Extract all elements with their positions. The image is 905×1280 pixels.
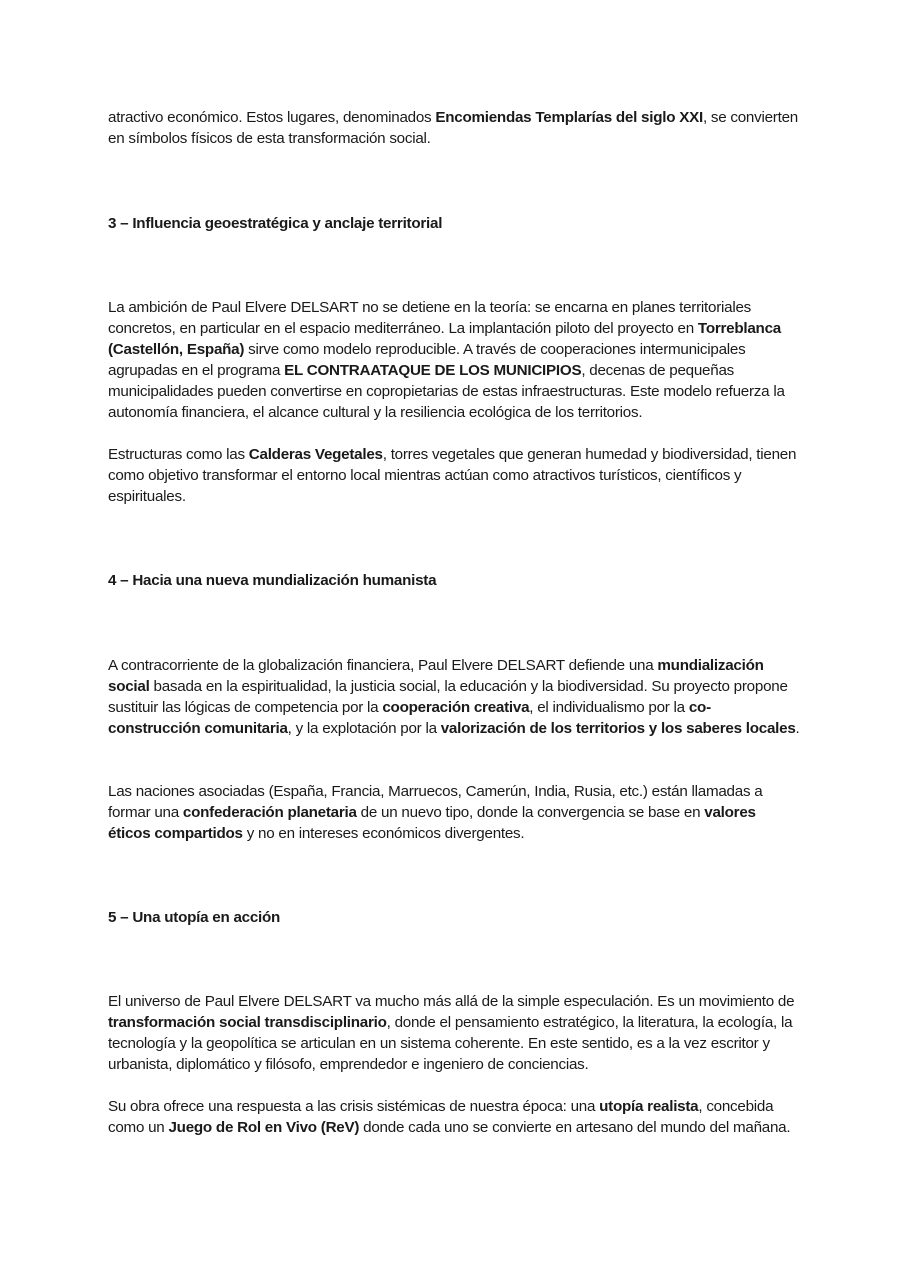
bold-term: Juego de Rol en Vivo (ReV): [168, 1119, 360, 1136]
section-5-paragraph-1: El universo de Paul Elvere DELSART va mucho más allá de la simple especulación. Es un movimiento de transformación social transdisciplinario, donde el pensamiento estratégico, la literatura, la ecología, la tecnología y la geopolítica se articulan en un sistema coherente. En este sentido, es a la vez escritor y urbanista, diplomático y filósofo, emprendedor e ingeniero de conciencias.: [108, 993, 795, 1073]
section-5-heading: 5 – Una utopía en acción: [108, 909, 281, 926]
bold-term: cooperación creativa: [382, 699, 530, 716]
section-5-paragraph-2: Su obra ofrece una respuesta a las crisis sistémicas de nuestra época: una utopía realista, concebida como un Juego de Rol en Vivo (ReV) donde cada uno se convierte en artesano del mundo del mañana.: [108, 1098, 791, 1136]
section-4-paragraph-1: A contracorriente de la globalización financiera, Paul Elvere DELSART defiende una mundialización social basada en la espiritualidad, la justicia social, la educación y la biodiversidad. Su proyecto propone sustituir las lógicas de competencia por la cooperación creativa, el individualismo por la co-construcción comunitaria, y la explotación por la valorización de los territorios y los saberes locales.: [108, 657, 800, 737]
section-3-paragraph-1: La ambición de Paul Elvere DELSART no se detiene en la teoría: se encarna en planes territoriales concretos, en particular en el espacio mediterráneo. La implantación piloto del proyecto en Torreblanca (Castellón, España) sirve como modelo reproducible. A través de cooperaciones intermunicipales agrupadas en el programa EL CONTRAATAQUE DE LOS MUNICIPIOS, decenas de pequeñas municipalidades pueden convertirse en copropietarias de estas infraestructuras. Este modelo refuerza la autonomía financiera, el alcance cultural y la resiliencia ecológica de los territorios.: [108, 299, 785, 421]
bold-term: mundialización social: [108, 657, 764, 695]
section-4-paragraph-2: Las naciones asociadas (España, Francia, Marruecos, Camerún, India, Rusia, etc.) están llamadas a formar una confederación planetaria de un nuevo tipo, donde la convergencia se base en valores éticos compartidos y no en intereses económicos divergentes.: [108, 783, 763, 842]
bold-term: co-construcción comunitaria: [108, 699, 711, 737]
bold-term: confederación planetaria: [182, 804, 357, 821]
section-3-paragraph-2: Estructuras como las Calderas Vegetales, torres vegetales que generan humedad y biodiversidad, tienen como objetivo transformar el entorno local mientras actúan como atractivos turísticos, científicos y espirituales.: [108, 446, 797, 505]
section-3-heading: 3 – Influencia geoestratégica y anclaje territorial: [108, 215, 443, 232]
bold-term: Encomiendas Templarías del siglo XXI: [435, 109, 703, 126]
bold-term: valorización de los territorios y los saberes locales: [440, 720, 796, 737]
bold-term: transformación social transdisciplinario: [108, 1014, 387, 1031]
bold-term: utopía realista: [599, 1098, 699, 1115]
bold-term: Torreblanca (Castellón, España): [108, 320, 781, 358]
intro-paragraph: atractivo económico. Estos lugares, denominados Encomiendas Templarías del siglo XXI, se convierten en símbolos físicos de esta transformación social.: [108, 109, 798, 147]
bold-term: valores éticos compartidos: [108, 804, 756, 842]
bold-term: Calderas Vegetales: [248, 446, 383, 463]
bold-term: EL CONTRAATAQUE DE LOS MUNICIPIOS: [284, 362, 582, 379]
section-4-heading: 4 – Hacia una nueva mundialización humanista: [108, 572, 437, 589]
